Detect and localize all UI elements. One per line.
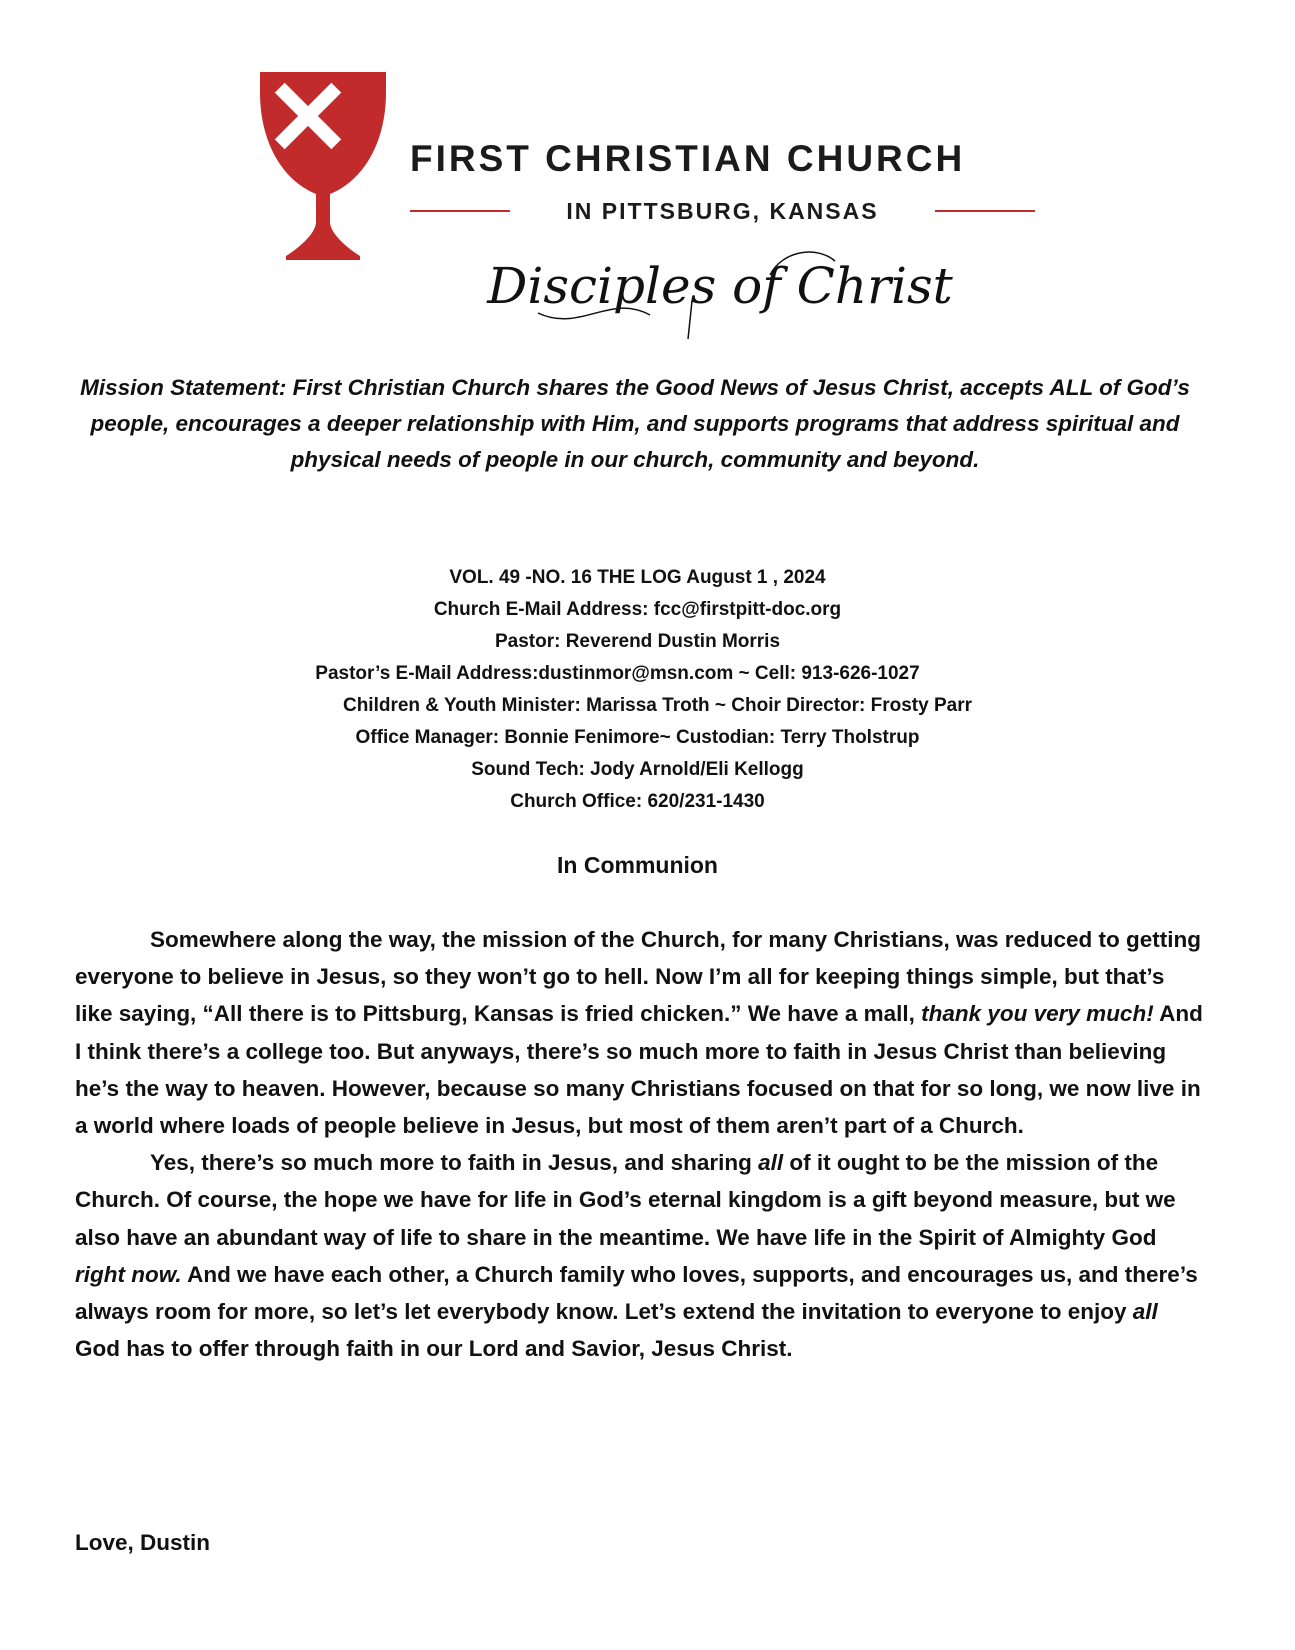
paragraph-2: Yes, there’s so much more to faith in Jesus, and sharing all of it ought to be the mission of the Church. Of course, the hope we have for life in God’s eternal kingdom is a gift beyond measure, but we also have an abundant way of life to share in the meantime. We have life in the Spirit of Almighty God right now. And we have each other, a Church family who loves, supports, and encourages us, and there’s always room for more, so let’s let everybody know. Let’s extend the invitation to everyone to enjoy all God has to offer through faith in our Lord and Savior, Jesus Christ. (75, 1150, 1198, 1362)
pastor-contact-line: Pastor’s E-Mail Address:dustinmor@msn.com ~ Cell: 913-626-1027 (315, 663, 920, 684)
office-staff-line: Office Manager: Bonnie Fenimore~ Custodian: Terry Tholstrup (355, 727, 920, 748)
mission-statement: Mission Statement: First Christian Church shares the Good News of Jesus Christ, accepts ALL of God’s people, encourages a deeper relationship with Him, and supports programs that address spiritual and physical needs of people in our church, community and beyond. (80, 375, 1190, 472)
church-name: FIRST CHRISTIAN CHURCH (410, 138, 966, 179)
church-location-row (410, 196, 1035, 226)
article-title: In Communion (557, 852, 718, 878)
divider-right (935, 210, 1035, 212)
chalice-cross-icon (260, 72, 386, 260)
paragraph-1: Somewhere along the way, the mission of the Church, for many Christians, was reduced to getting everyone to believe in Jesus, so they won’t go to hell. Now I’m all for keeping things simple, but that’s like saying, “All there is to Pittsburg, Kansas is fried chicken.” We have a mall, thank you very much! And I think there’s a college too. But anyways, there’s so much more to faith in Jesus Christ than believing he’s the way to heaven. However, because so many Christians focused on that for so long, we now live in a world where loads of people believe in Jesus, but most of them aren’t part of a Church. (75, 927, 1203, 1139)
pastor-line: Pastor: Reverend Dustin Morris (494, 631, 781, 652)
ministers-line: Children & Youth Minister: Marissa Troth ~ Choir Director: Frosty Parr (342, 695, 973, 716)
divider-left (410, 210, 510, 212)
sound-tech-line: Sound Tech: Jody Arnold/Eli Kellogg (471, 759, 804, 780)
masthead (0, 562, 1275, 818)
church-location: IN PITTSBURG, KANSAS (566, 198, 879, 224)
article-body (75, 921, 1205, 1367)
svg-text:Disciples of Christ: Disciples of Christ (487, 257, 953, 315)
church-phone-line: Church Office: 620/231-1430 (510, 791, 765, 812)
signoff: Love, Dustin (75, 1530, 211, 1555)
volume-line: VOL. 49 -NO. 16 THE LOG August 1 , 2024 (449, 567, 826, 588)
newsletter-header (0, 0, 1275, 350)
church-email-line: Church E-Mail Address: fcc@firstpitt-doc.org (433, 599, 842, 620)
disciples-of-christ-script (487, 235, 953, 345)
